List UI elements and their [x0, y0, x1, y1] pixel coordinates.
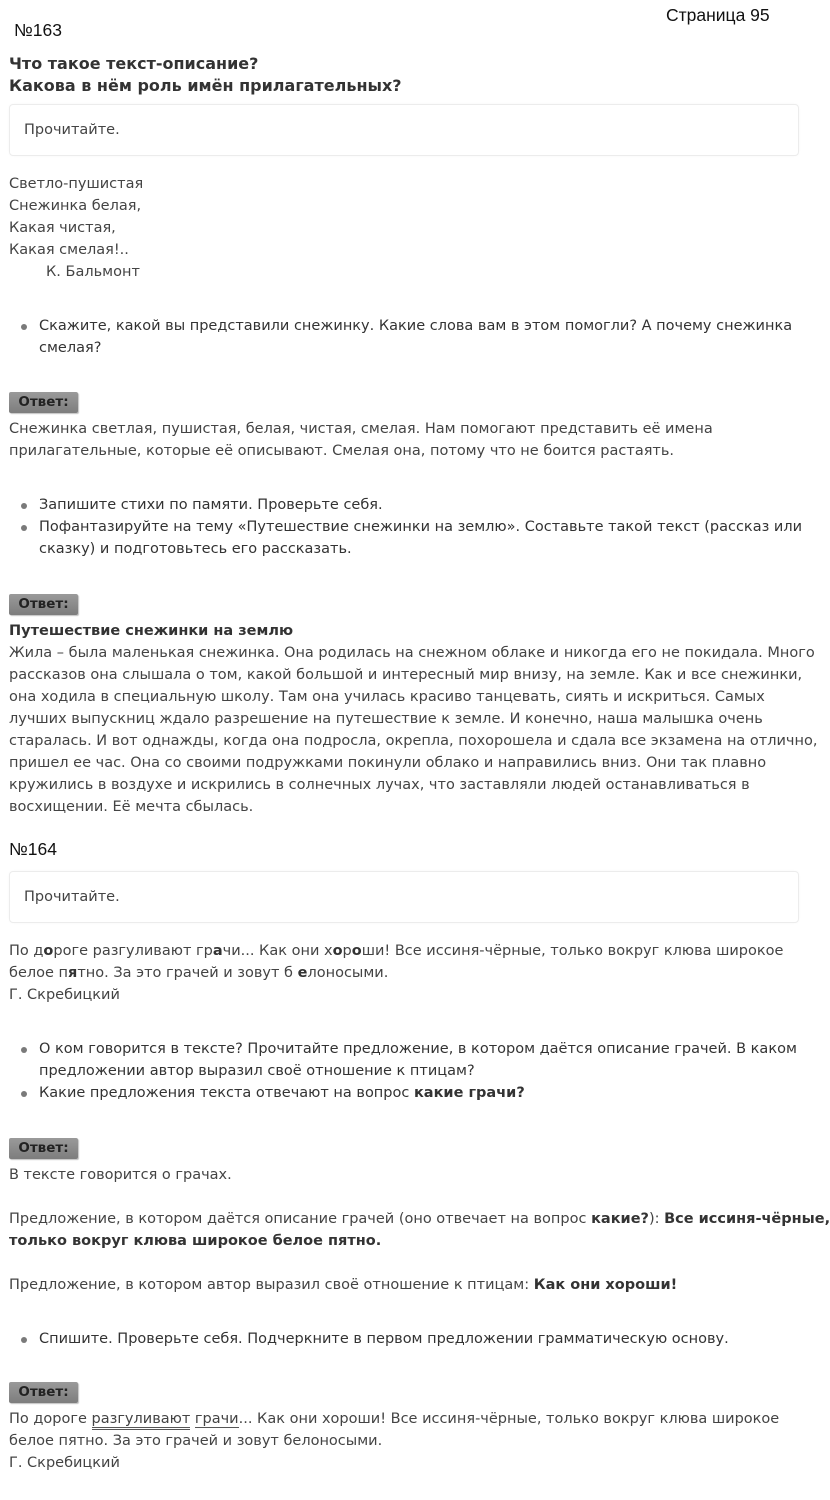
- poem-author: К. Бальмонт: [46, 264, 140, 280]
- read-instruction-box: [9, 871, 799, 923]
- poem: [9, 173, 804, 283]
- bullet-icon: [21, 525, 27, 531]
- read-instruction-box: [9, 104, 799, 156]
- story-line: лучших выпускниц ждало разрешение на путешествие к земле. И конечно, наша малышка очень: [9, 711, 763, 727]
- question-list: [9, 494, 804, 560]
- subject-underline: грачи: [194, 1411, 239, 1427]
- bullet-icon: [21, 1047, 27, 1053]
- poem-line: Светло-пушистая: [9, 176, 144, 192]
- question-text: Какие предложения текста отвечают на вопрос какие грачи?: [39, 1085, 525, 1101]
- bullet-icon: [21, 1091, 27, 1097]
- final-line: белое пятно. За это грачей и зовут белоносыми.: [9, 1433, 383, 1449]
- story-title: Путешествие снежинки на землю: [9, 623, 294, 639]
- answer-line: Снежинка светлая, пушистая, белая, чистая, смелая. Нам помогают представить её имена: [9, 421, 713, 437]
- answer-line: прилагательные, которые её описывают. Смелая она, потому что не боится растаять.: [9, 443, 675, 459]
- answer-badge: Ответ:: [9, 1382, 78, 1403]
- question-text: Спишите. Проверьте себя. Подчеркните в первом предложении грамматическую основу.: [39, 1331, 729, 1347]
- answer-line: В тексте говорится о грачах.: [9, 1167, 232, 1183]
- story-line: рассказов она слышала о том, какой большой и интересный мир внизу, на земле. Как и все снежинки,: [9, 667, 803, 683]
- source-author: Г. Скребицкий: [9, 987, 120, 1003]
- heading-line-2: Какова в нём роль имён прилагательных?: [9, 76, 402, 95]
- question-list: [9, 1038, 804, 1104]
- answer-line: только вокруг клюва широкое белое пятно.: [9, 1233, 382, 1249]
- read-instruction-label: Прочитайте.: [24, 889, 120, 905]
- story-line: Жила – была маленькая снежинка. Она родилась на снежном облаке и никогда его не покидала. Много: [9, 645, 815, 661]
- task-163-heading: [9, 53, 402, 97]
- source-text: [9, 940, 804, 1006]
- story-line: старалась. И вот однажды, когда она подросла, окрепла, похорошела и сдала все экзамена на отлично,: [9, 733, 818, 749]
- final-answer-text: [9, 1408, 804, 1474]
- question-text: смелая?: [39, 340, 102, 356]
- final-line: По дороге разгуливают грачи... Как они хороши! Все иссиня-чёрные, только вокруг клюва широкое: [9, 1408, 804, 1430]
- answer-line: Предложение, в котором даётся описание грачей (оно отвечает на вопрос какие?): Все иссиня-чёрные,: [9, 1211, 830, 1227]
- read-instruction-label: Прочитайте.: [24, 122, 120, 138]
- answer-badge: Ответ:: [9, 1138, 78, 1159]
- final-author: Г. Скребицкий: [9, 1455, 120, 1471]
- heading-line-1: Что такое текст-описание?: [9, 54, 259, 73]
- answer-line: Предложение, в котором автор выразил своё отношение к птицам: Как они хороши!: [9, 1277, 678, 1293]
- task-number-164: №164: [9, 839, 57, 859]
- source-line: По дороге разгуливают грачи... Как они хороши! Все иссиня-чёрные, только вокруг клюва широкое: [9, 943, 784, 959]
- bullet-icon: [21, 503, 27, 509]
- predicate-underline: разгуливают: [92, 1411, 191, 1430]
- question-list: [9, 1328, 804, 1350]
- task-number-163: №163: [14, 20, 62, 40]
- list-item: [9, 1038, 804, 1082]
- poem-line: Какая смелая!..: [9, 242, 129, 258]
- poem-line: Какая чистая,: [9, 220, 116, 236]
- bullet-icon: [21, 1337, 27, 1343]
- story-line: кружились в воздухе и искрились в солнечных лучах, что заставляли людей останавливаться в: [9, 777, 750, 793]
- question-text: предложении автор выразил своё отношение к птицам?: [39, 1063, 475, 1079]
- question-text: Запишите стихи по памяти. Проверьте себя.: [39, 497, 383, 513]
- question-list: [9, 315, 804, 359]
- answer-text: [9, 1164, 804, 1186]
- answer-text: [9, 1274, 804, 1296]
- list-item: [9, 1082, 804, 1104]
- poem-line: Снежинка белая,: [9, 198, 142, 214]
- list-item: [9, 315, 804, 359]
- bullet-icon: [21, 324, 27, 330]
- question-text: Скажите, какой вы представили снежинку. Какие слова вам в этом помогли? А почему снежинка: [39, 318, 793, 334]
- story: [9, 620, 818, 818]
- answer-text: [9, 1208, 830, 1252]
- question-text: Пофантазируйте на тему «Путешествие снежинки на землю». Составьте такой текст (рассказ или: [39, 519, 803, 535]
- question-text: О ком говорится в тексте? Прочитайте предложение, в котором даётся описание грачей. В каком: [39, 1041, 797, 1057]
- page-label: Страница 95: [666, 5, 770, 25]
- list-item: [9, 494, 804, 516]
- question-text: сказку) и подготовьтесь его рассказать.: [39, 541, 352, 557]
- list-item: [9, 1328, 804, 1350]
- answer-badge: Ответ:: [9, 392, 78, 413]
- answer-text: [9, 418, 804, 462]
- source-line: белое пятно. За это грачей и зовут б елоносыми.: [9, 965, 389, 981]
- answer-badge: Ответ:: [9, 594, 78, 615]
- story-line: восхищении. Её мечта сбылась.: [9, 799, 254, 815]
- story-line: пришел ее час. Она со своими подружками покинули облако и направились вниз. Они так плавно: [9, 755, 767, 771]
- list-item: [9, 516, 804, 560]
- story-line: она ходила в специальную школу. Там она училась красиво танцевать, сиять и искриться. Самых: [9, 689, 765, 705]
